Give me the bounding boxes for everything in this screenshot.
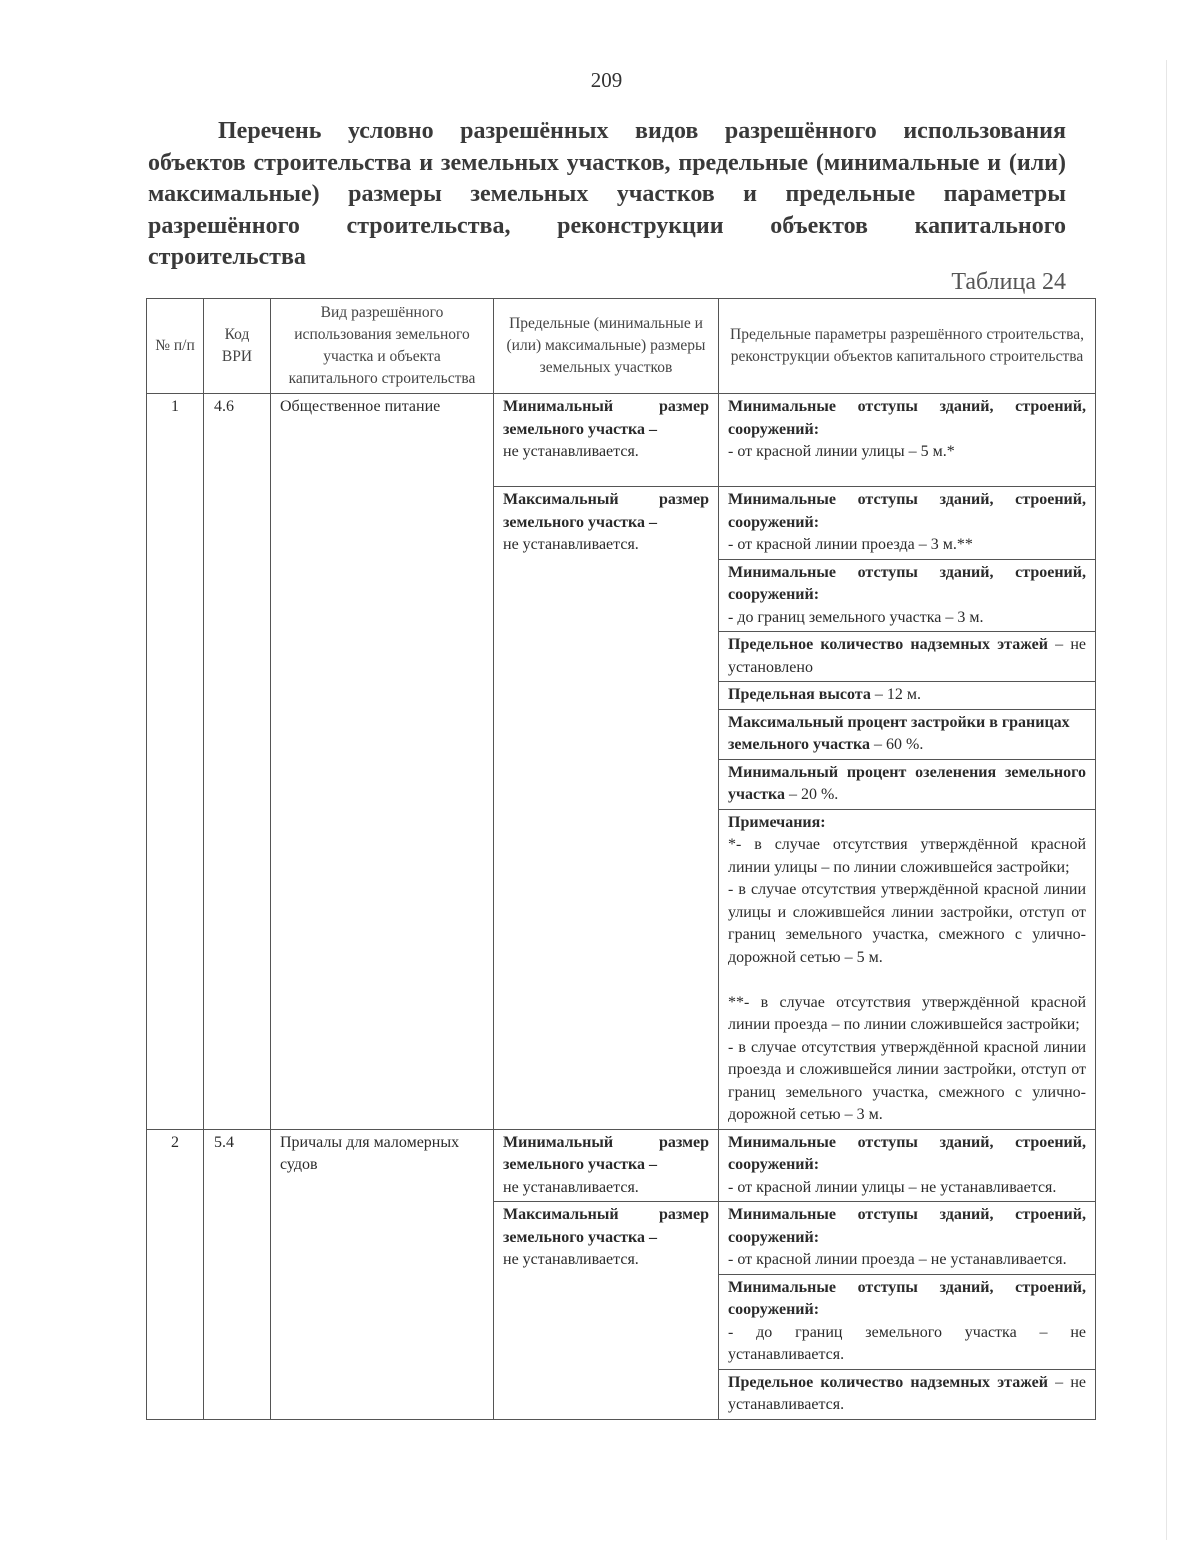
- min-size-label: Минимальный размер земельного участка –: [503, 1133, 709, 1173]
- max-size-cell: [494, 1202, 719, 1420]
- min-size-cell: [494, 1129, 719, 1202]
- param-value: - от красной линии улицы – 5 м.*: [728, 443, 955, 460]
- header-kind: Вид разрешённого использования земельного участка и объекта капитального строительства: [271, 299, 494, 394]
- row-num: 1: [147, 394, 204, 1130]
- param-value: - до границ земельного участка – 3 м.: [728, 608, 984, 626]
- row-kind: Причалы для маломерных судов: [271, 1129, 494, 1419]
- param-cell: [719, 559, 1096, 632]
- param-value: – 60 %.: [870, 736, 924, 753]
- row-code: 4.6: [204, 394, 271, 1130]
- row-num: 2: [147, 1129, 204, 1419]
- max-size-cell: [494, 487, 719, 1130]
- param-cell: [719, 709, 1096, 759]
- param-cell: [719, 1129, 1096, 1202]
- table-header-row: [147, 299, 1096, 394]
- param-cell: [719, 759, 1096, 809]
- param-label: Минимальные отступы зданий, строений, сооружений:: [728, 398, 1086, 438]
- title-text: Перечень условно разрешённых видов разрешённого использования объектов строительства и земельных участков, предельные (минимальные и (или) максимальные) размеры земельных участков и предельные параметры разрешённого строительства, реконструкции объектов капитального строительства: [148, 118, 1066, 270]
- param-label: Предельное количество надземных этажей: [728, 636, 1048, 653]
- note-item: - в случае отсутствия утверждённой красной линии проезда и сложившейся линии застройки, отступ от границ земельного участка, смежного с улично-дорожной сетью – 3 м.: [728, 1038, 1086, 1123]
- note-item: **- в случае отсутствия утверждённой красной линии проезда – по линии сложившейся застройки;: [728, 993, 1086, 1033]
- max-size-label: Максимальный размер земельного участка –: [503, 1206, 709, 1246]
- param-cell: [719, 1274, 1096, 1369]
- header-params: Предельные параметры разрешённого строительства, реконструкции объектов капитального строительства: [719, 299, 1096, 394]
- param-label: Максимальный процент застройки в границах земельного участка: [728, 713, 1070, 753]
- min-size-value: не устанавливается.: [503, 443, 639, 460]
- param-value: - от красной линии улицы – не устанавливается.: [728, 1178, 1057, 1196]
- param-cell: [719, 632, 1096, 682]
- param-value: - от красной линии проезда – не устанавливается.: [728, 1251, 1067, 1268]
- note-item: - в случае отсутствия утверждённой красной линии улицы и сложившейся линии застройки, отступ от границ земельного участка, смежного с улично-дорожной сетью – 5 м.: [728, 881, 1086, 966]
- param-cell: [719, 1202, 1096, 1275]
- row-code: 5.4: [204, 1129, 271, 1419]
- row-kind: Общественное питание: [271, 394, 494, 1130]
- param-label: Предельная высота: [728, 686, 871, 703]
- scan-edge: [1166, 60, 1167, 1540]
- param-value: – 12 м.: [870, 686, 921, 703]
- note-spacer: [728, 969, 1086, 992]
- param-label: Минимальные отступы зданий, строений, сооружений:: [728, 1133, 1086, 1173]
- param-label: Предельное количество надземных этажей: [728, 1373, 1048, 1391]
- header-sizes: Предельные (минимальные и (или) максимальные) размеры земельных участков: [494, 299, 719, 394]
- param-cell: [719, 1369, 1096, 1419]
- param-cell: [719, 394, 1096, 487]
- table-row: [147, 1129, 1096, 1202]
- table-caption: Таблица 24: [951, 269, 1066, 295]
- param-value: – 20 %.: [784, 786, 839, 803]
- notes-title: Примечания:: [728, 813, 826, 831]
- param-value: – не установлено: [728, 636, 1086, 676]
- param-label: Минимальные отступы зданий, строений, сооружений:: [728, 563, 1086, 603]
- document-title: [148, 116, 1066, 274]
- min-size-cell: [494, 394, 719, 487]
- max-size-value: не устанавливается.: [503, 1251, 639, 1268]
- param-label: Минимальные отступы зданий, строений, сооружений:: [728, 491, 1086, 531]
- regulations-table: [146, 298, 1096, 1420]
- max-size-value: не устанавливается.: [503, 536, 639, 553]
- table-row: [147, 394, 1096, 487]
- page-number: 209: [590, 68, 623, 92]
- max-size-label: Максимальный размер земельного участка –: [503, 491, 709, 531]
- header-code: Код ВРИ: [204, 299, 271, 394]
- min-size-label: Минимальный размер земельного участка –: [503, 398, 709, 438]
- param-cell: [719, 487, 1096, 560]
- param-label: Минимальные отступы зданий, строений, сооружений:: [728, 1206, 1086, 1246]
- note-item: *- в случае отсутствия утверждённой красной линии улицы – по линии сложившейся застройки;: [728, 836, 1086, 876]
- param-value: - до границ земельного участка – не устанавливается.: [728, 1323, 1086, 1363]
- header-num: № п/п: [147, 299, 204, 394]
- param-label: Минимальные отступы зданий, строений, сооружений:: [728, 1278, 1086, 1318]
- notes-cell: [719, 809, 1096, 1129]
- min-size-value: не устанавливается.: [503, 1178, 639, 1196]
- param-value: – не устанавливается.: [728, 1373, 1086, 1413]
- param-label: Минимальный процент озеленения земельного участка: [728, 763, 1086, 803]
- param-cell: [719, 682, 1096, 710]
- param-value: - от красной линии проезда – 3 м.**: [728, 536, 973, 553]
